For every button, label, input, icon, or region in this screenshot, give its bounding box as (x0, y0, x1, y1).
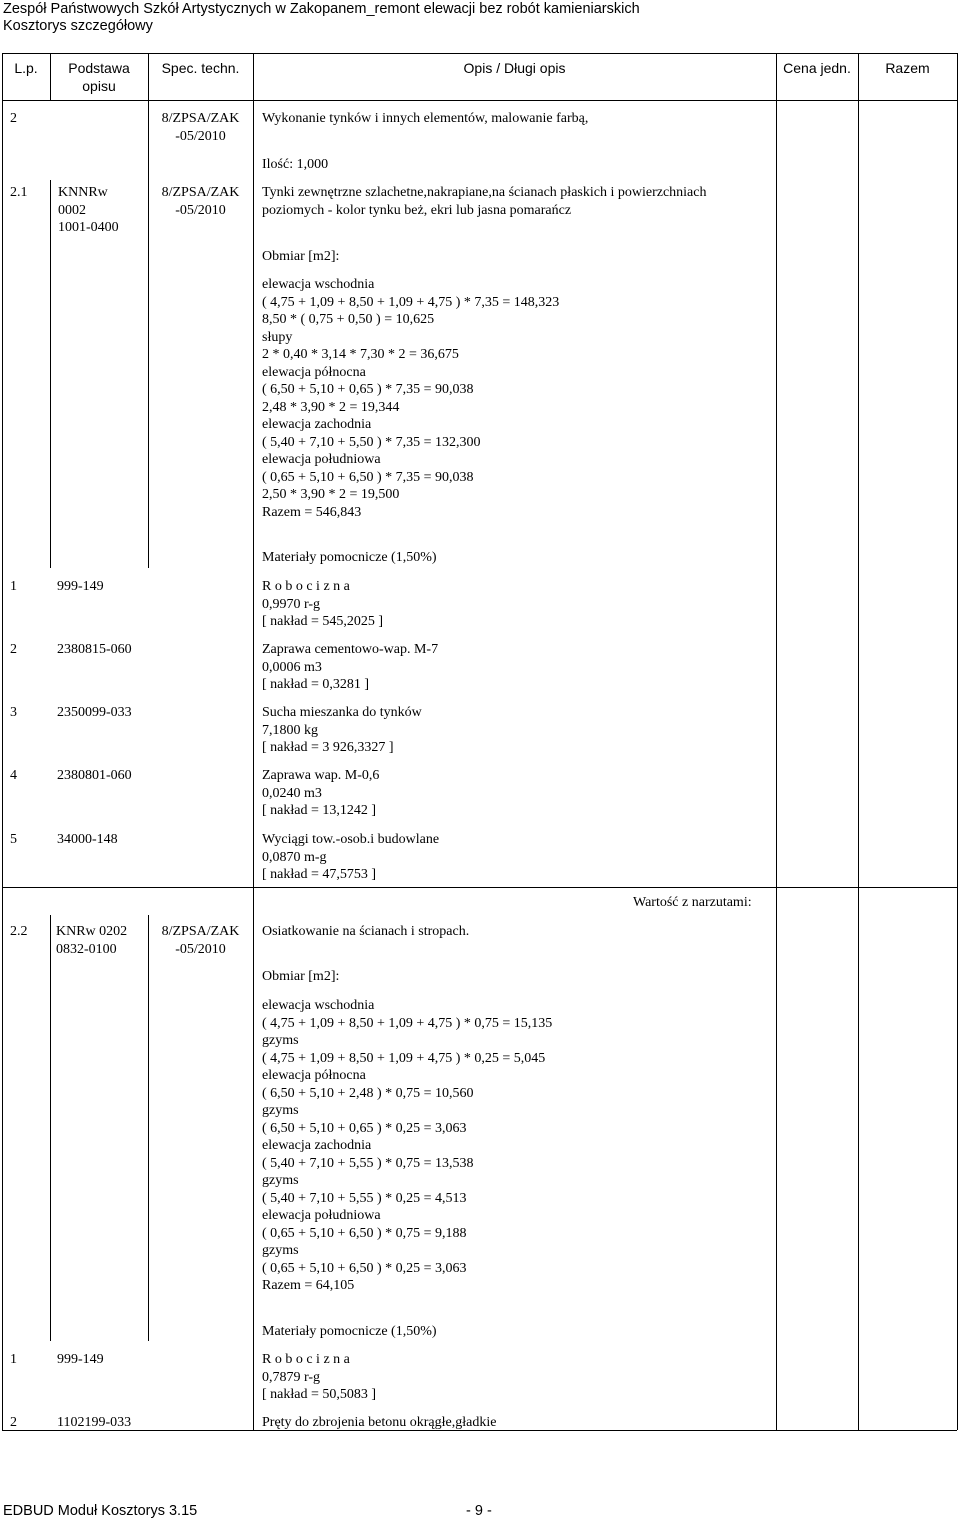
calc-line: 8,50 * ( 0,75 + 0,50 ) = 10,625 (262, 312, 435, 327)
col-header-podstawa-opisu: opisu (82, 78, 116, 94)
col-header-spec: Spec. techn. (161, 60, 240, 76)
item-2-2-basis: KNRw 0202 0832-0100 (56, 924, 128, 957)
calc-line: gzyms (262, 1173, 299, 1188)
calc-line: elewacja zachodnia (262, 1138, 372, 1153)
item-2-1-description: Tynki zewnętrzne szlachetne,nakrapiane,na ścianach płaskich i powierzchniach poziomych - kolor tynku beż, ekri lub jasna pomarańcz (262, 185, 707, 218)
calc-line: Razem = 546,843 (262, 504, 362, 520)
resource-code: 2350099-033 (57, 705, 132, 720)
item-2-2-measurements (262, 997, 552, 1295)
resource-number: 2 (10, 1415, 17, 1430)
item-2-1-measurements (262, 276, 559, 521)
calc-line: ( 5,40 + 7,10 + 5,55 ) * 0,75 = 13,538 (262, 1155, 474, 1171)
calc-line: elewacja południowa (262, 1208, 381, 1223)
resource-code: 34000-148 (57, 832, 118, 847)
calc-line: Razem = 64,105 (262, 1278, 355, 1293)
col-header-cena: Cena jedn. (783, 60, 851, 76)
calc-line: ( 4,75 + 1,09 + 8,50 + 1,09 + 4,75 ) * 0,75 = 15,135 (262, 1015, 553, 1031)
resource-item: R o b o c i z n a 0,7879 r-g [ nakład = 50,5083 ] (262, 1352, 377, 1402)
calc-line: gzyms (262, 1033, 299, 1048)
item-2-1-lp: 2.1 (10, 185, 28, 200)
calc-line: elewacja zachodnia (262, 417, 372, 432)
item-2-2-description: Osiatkowanie na ścianach i stropach. (262, 924, 470, 939)
calc-line: ( 5,40 + 7,10 + 5,55 ) * 0,25 = 4,513 (262, 1190, 467, 1206)
item-2-1-basis: KNNRw 0002 1001-0400 (58, 185, 119, 235)
resource-code: 1102199-033 (57, 1415, 132, 1430)
item-2-quantity: Ilość: 1,000 (262, 157, 329, 172)
calc-line: gzyms (262, 1103, 299, 1118)
item-2-2-lp: 2.2 (10, 924, 28, 939)
calc-line: elewacja północna (262, 1068, 366, 1083)
calc-line: 2 * 0,40 * 3,14 * 7,30 * 2 = 36,675 (262, 347, 459, 362)
resource-number: 1 (10, 579, 17, 594)
col-header-razem: Razem (885, 60, 930, 76)
calc-line: słupy (262, 329, 293, 345)
resource-number: 2 (10, 642, 17, 657)
calc-line: ( 0,65 + 5,10 + 6,50 ) * 0,25 = 3,063 (262, 1260, 467, 1276)
col-header-lp: L.p. (14, 60, 38, 76)
calc-line: elewacja północna (262, 364, 366, 380)
item-2-2-obmiar-label: Obmiar [m2]: (262, 969, 340, 984)
item-2-spec: 8/ZPSA/ZAK (161, 111, 240, 126)
resource-number: 1 (10, 1352, 17, 1367)
resource-code: 2380815-060 (57, 642, 132, 657)
document-title: Zespół Państwowych Szkół Artystycznych w Zakopanem_remont elewacji bez robót kamieniarskich (3, 1, 640, 17)
calc-line: elewacja wschodnia (262, 277, 375, 292)
calc-line: elewacja wschodnia (262, 998, 375, 1013)
item-2-2-spec: 8/ZPSA/ZAK (161, 924, 240, 939)
calc-line: ( 4,75 + 1,09 + 8,50 + 1,09 + 4,75 ) * 0,25 = 5,045 (262, 1050, 546, 1066)
calc-line: ( 6,50 + 5,10 + 2,48 ) * 0,75 = 10,560 (262, 1085, 474, 1101)
resource-item: Zaprawa cementowo-wap. M-7 0,0006 m3 [ nakład = 0,3281 ] (262, 642, 439, 692)
col-header-opis: Opis / Długi opis (463, 60, 566, 76)
footer-software: EDBUD Moduł Kosztorys 3.15 (3, 1503, 198, 1519)
calc-line: ( 0,65 + 5,10 + 6,50 ) * 7,35 = 90,038 (262, 469, 474, 485)
item-2-lp: 2 (10, 111, 17, 126)
resource-item: Wyciągi tow.-osob.i budowlane 0,0870 m-g [ nakład = 47,5753 ] (262, 832, 440, 882)
resource-item: Sucha mieszanka do tynków 7,1800 kg [ nakład = 3 926,3327 ] (262, 705, 422, 755)
resource-code: 999-149 (57, 579, 104, 594)
resource-code: 999-149 (57, 1352, 104, 1367)
document-subtitle: Kosztorys szczegółowy (3, 18, 153, 34)
item-2-2-spec-2: -05/2010 (175, 942, 226, 957)
item-2-spec-2: -05/2010 (175, 129, 226, 144)
item-2-2-materialy: Materiały pomocnicze (1,50%) (262, 1324, 437, 1339)
value-with-markup-label: Wartość z narzutami: (633, 895, 752, 910)
resource-item: Zaprawa wap. M-0,6 0,0240 m3 [ nakład = 13,1242 ] (262, 768, 380, 818)
item-2-1-spec-2: -05/2010 (175, 203, 226, 218)
calc-line: 2,48 * 3,90 * 2 = 19,344 (262, 399, 400, 415)
calc-line: gzyms (262, 1243, 299, 1258)
resource-number: 3 (10, 705, 17, 720)
page-number: - 9 - (466, 1503, 492, 1519)
item-2-description: Wykonanie tynków i innych elementów, malowanie farbą, (262, 111, 589, 126)
calc-line: ( 0,65 + 5,10 + 6,50 ) * 0,75 = 9,188 (262, 1225, 467, 1241)
resource-number: 5 (10, 832, 17, 847)
item-2-1-materialy: Materiały pomocnicze (1,50%) (262, 550, 437, 565)
item-2-1-spec: 8/ZPSA/ZAK (161, 185, 240, 200)
resource-number: 4 (10, 768, 17, 783)
calc-line: ( 6,50 + 5,10 + 0,65 ) * 0,25 = 3,063 (262, 1120, 467, 1136)
calc-line: elewacja południowa (262, 452, 381, 467)
calc-line: ( 6,50 + 5,10 + 0,65 ) * 7,35 = 90,038 (262, 382, 474, 397)
calc-line: ( 4,75 + 1,09 + 8,50 + 1,09 + 4,75 ) * 7,35 = 148,323 (262, 294, 560, 310)
resource-code: 2380801-060 (57, 768, 132, 783)
resource-item: R o b o c i z n a 0,9970 r-g [ nakład = 545,2025 ] (262, 579, 384, 629)
col-header-podstawa: Podstawa (68, 60, 130, 76)
calc-line: ( 5,40 + 7,10 + 5,50 ) * 7,35 = 132,300 (262, 434, 481, 450)
item-2-1-obmiar-label: Obmiar [m2]: (262, 249, 340, 264)
calc-line: 2,50 * 3,90 * 2 = 19,500 (262, 487, 400, 502)
resource-item: Pręty do zbrojenia betonu okrągłe,gładkie (262, 1415, 497, 1430)
